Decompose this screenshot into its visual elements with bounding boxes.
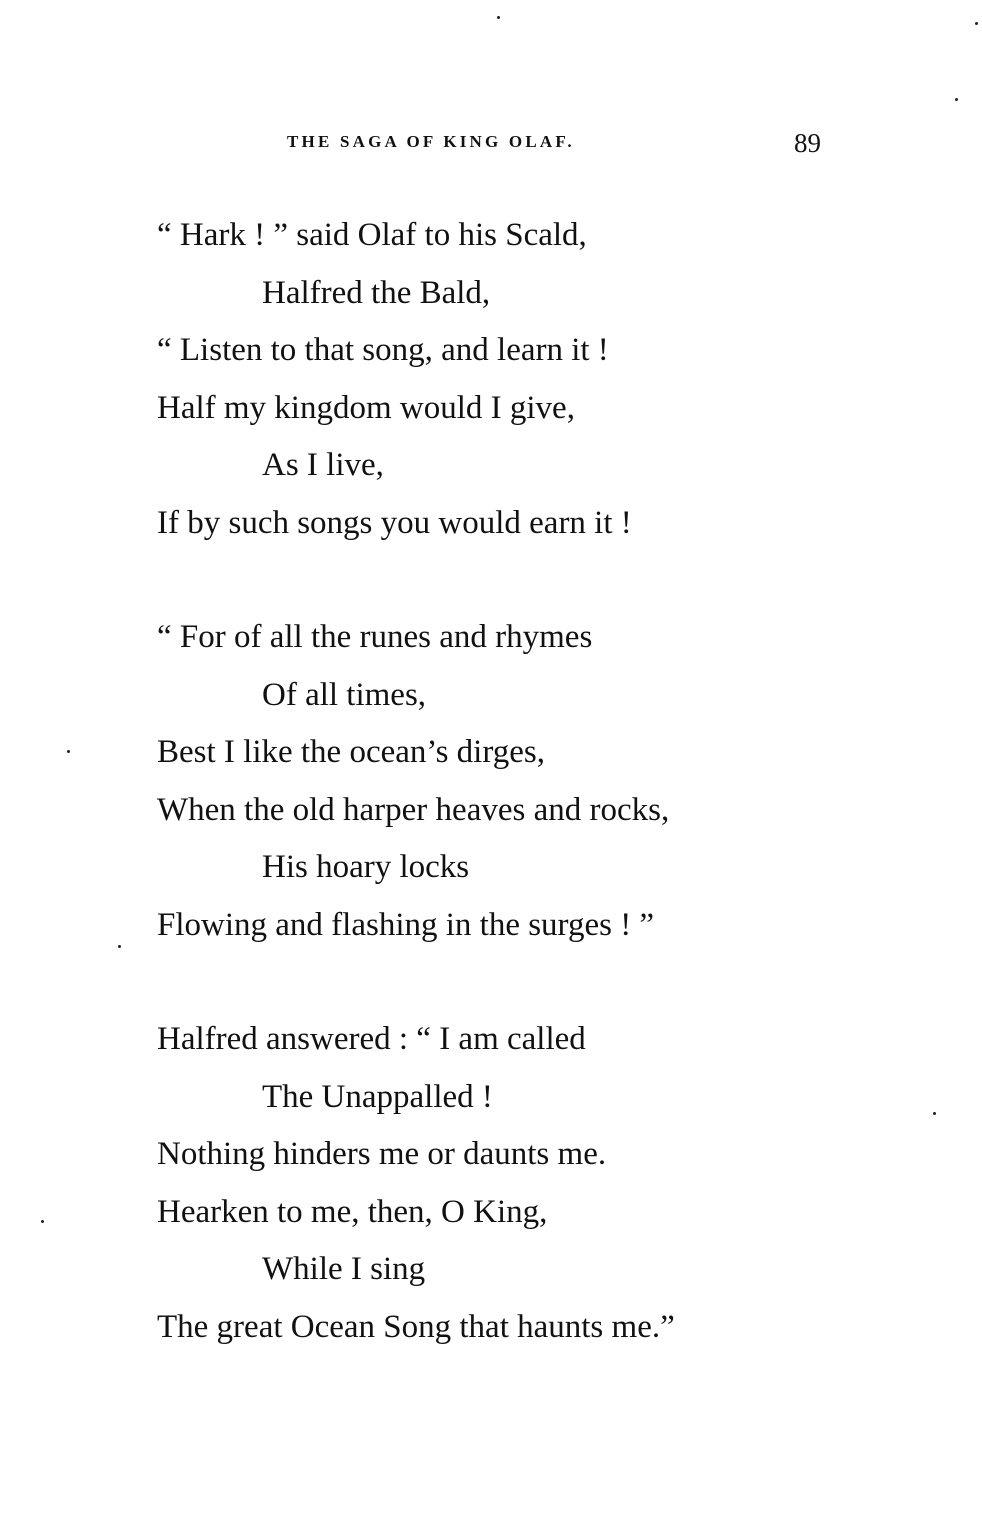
scan-speck [41, 1220, 44, 1223]
scan-speck [118, 945, 121, 948]
poem-line: “ Hark ! ” said Olaf to his Scald, [157, 217, 587, 253]
poem-line: If by such songs you would earn it ! [157, 504, 632, 541]
poem-line: Nothing hinders me or daunts me. [157, 1136, 607, 1172]
poem-line: His hoary locks [262, 849, 470, 885]
poem [157, 207, 917, 1413]
poem-line: Halfred answered : “ I am called [157, 1021, 586, 1057]
page-header [0, 128, 982, 162]
scan-speck [933, 1112, 936, 1115]
stanza-2 [157, 609, 917, 954]
poem-line: Of all times, [262, 676, 427, 713]
poem-line: The Unappalled ! [262, 1078, 493, 1115]
poem-line: When the old harper heaves and rocks, [157, 791, 670, 828]
poem-line: Hearken to me, then, O King, [157, 1193, 548, 1230]
stanza-3 [157, 1011, 917, 1356]
poem-line: Half my kingdom would I give, [157, 389, 575, 426]
poem-line: “ Listen to that song, and learn it ! [157, 332, 609, 368]
poem-line: The great Ocean Song that haunts me.” [157, 1308, 675, 1345]
page-number: 89 [794, 128, 821, 158]
scan-speck [497, 16, 500, 19]
poem-line: “ For of all the runes and rhymes [157, 619, 593, 655]
running-title: THE SAGA OF KING OLAF. [287, 132, 575, 151]
poem-line: While I sing [262, 1251, 426, 1287]
scan-speck [955, 98, 958, 101]
scan-speck [67, 750, 70, 753]
poem-line: Flowing and flashing in the surges ! ” [157, 906, 655, 943]
stanza-1 [157, 207, 917, 552]
poem-line: Best I like the ocean’s dirges, [157, 734, 545, 770]
poem-line: Halfred the Bald, [262, 274, 491, 311]
scan-speck [975, 22, 978, 25]
poem-line: As I live, [262, 447, 384, 483]
